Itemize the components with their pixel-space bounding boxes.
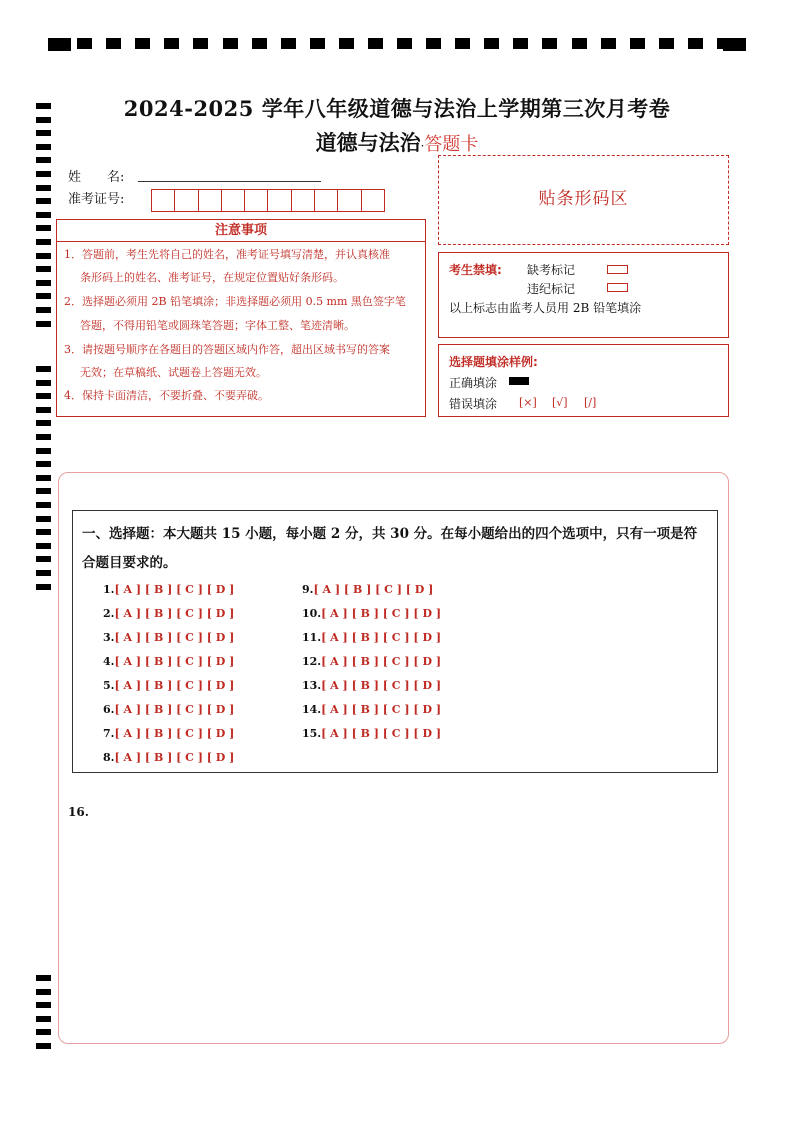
mc-question-14[interactable] <box>302 703 441 716</box>
timing-mark <box>397 38 412 49</box>
timing-mark <box>281 38 296 49</box>
barcode-area: 贴条形码区 <box>438 155 729 245</box>
examiner-note: 以上标志由监考人员用 2B 铅笔填涂 <box>449 301 642 315</box>
mc-question-9[interactable] <box>302 583 433 596</box>
timing-mark <box>36 570 51 576</box>
timing-mark <box>36 516 51 522</box>
timing-mark <box>252 38 267 49</box>
exam-subtitle <box>0 127 794 157</box>
id-digit-box[interactable] <box>174 189 198 212</box>
notes-panel <box>56 219 426 417</box>
timing-mark <box>36 380 51 386</box>
mc-question-number: 10. <box>302 607 322 620</box>
timing-mark <box>36 171 51 177</box>
note-line: 无效；在草稿纸、试题卷上答题无效。 <box>80 366 267 379</box>
examiner-only-label: 考生禁填: <box>449 263 502 277</box>
top-timing-marks <box>48 38 746 52</box>
mc-question-number: 15. <box>302 727 322 740</box>
mc-question-10[interactable] <box>302 607 441 620</box>
question-16-label: 16. <box>68 805 89 819</box>
id-digit-box[interactable] <box>198 189 222 212</box>
timing-mark <box>484 38 499 49</box>
mc-answer-options[interactable]: [ A ] [ B ] [ C ] [ D ] <box>321 607 442 620</box>
timing-mark <box>36 185 51 191</box>
timing-mark <box>513 38 528 49</box>
timing-mark <box>223 38 238 49</box>
mc-answer-options[interactable]: [ A ] [ B ] [ C ] [ D ] <box>114 727 235 740</box>
note-line: 答题，不得用铅笔或圆珠笔答题；字体工整、笔迹清晰。 <box>80 319 355 332</box>
timing-mark <box>723 38 746 51</box>
mc-answer-options[interactable]: [ A ] [ B ] [ C ] [ D ] <box>321 631 442 644</box>
title-separator: · <box>420 139 425 153</box>
mc-question-12[interactable] <box>302 655 441 668</box>
mc-question-11[interactable] <box>302 631 441 644</box>
timing-mark <box>36 475 51 481</box>
timing-mark <box>601 38 616 49</box>
multiple-choice-instructions: 一、选择题：本大题共 15 小题，每小题 2 分，共 30 分。在每小题给出的四个选项中，只有一项是符合题目要求的。 <box>82 526 698 571</box>
timing-mark <box>36 366 51 372</box>
fill-sample-heading: 选择题填涂样例: <box>449 355 538 369</box>
note-line: 1．答题前，考生先将自己的姓名，准考证号填写清楚，并认真核准 <box>64 248 390 261</box>
id-digit-box[interactable] <box>221 189 245 212</box>
timing-mark <box>106 38 121 49</box>
timing-mark <box>688 38 703 49</box>
fill-sample-panel <box>438 344 729 417</box>
exam-id-label: 准考证号: <box>68 192 125 207</box>
mc-answer-options[interactable]: [ A ] [ B ] [ C ] [ D ] <box>313 583 434 596</box>
timing-mark <box>36 584 51 590</box>
timing-mark <box>36 321 51 327</box>
note-line: 3．请按题号顺序在各题目的答题区域内作答，超出区域书写的答案 <box>64 343 390 356</box>
timing-mark <box>36 556 51 562</box>
timing-mark <box>36 989 51 995</box>
timing-mark <box>426 38 441 49</box>
timing-mark <box>36 307 51 313</box>
id-digit-box[interactable] <box>267 189 291 212</box>
timing-mark <box>659 38 674 49</box>
timing-mark <box>36 393 51 399</box>
correct-fill-sample <box>509 377 529 385</box>
timing-mark <box>164 38 179 49</box>
mc-question-number: 12. <box>302 655 322 668</box>
timing-mark <box>48 38 71 51</box>
timing-mark <box>36 1002 51 1008</box>
mc-question-number: 13. <box>302 679 322 692</box>
mc-answer-options[interactable]: [ A ] [ B ] [ C ] [ D ] <box>114 631 235 644</box>
timing-mark <box>36 529 51 535</box>
timing-mark <box>368 38 383 49</box>
timing-mark <box>193 38 208 49</box>
answer-card-label: 答题卡 <box>424 134 479 155</box>
mc-question-4[interactable] <box>103 655 234 668</box>
timing-mark <box>36 266 51 272</box>
timing-mark <box>36 239 51 245</box>
violation-mark-label: 违纪标记 <box>527 282 576 296</box>
timing-mark <box>36 280 51 286</box>
subject-name: 道德与法治 <box>315 130 421 155</box>
name-field[interactable] <box>138 181 321 182</box>
timing-mark <box>36 502 51 508</box>
timing-mark <box>36 407 51 413</box>
timing-mark <box>630 38 645 49</box>
mc-answer-options[interactable]: [ A ] [ B ] [ C ] [ D ] <box>114 583 235 596</box>
mc-question-number: 1. <box>103 583 115 596</box>
timing-mark <box>36 420 51 426</box>
id-digit-box[interactable] <box>337 189 361 212</box>
note-line: 条形码上的姓名、准考证号，在规定位置贴好条形码。 <box>80 271 344 284</box>
wrong-fill-label: 错误填涂 <box>449 397 498 411</box>
notes-heading: 注意事项 <box>57 220 425 242</box>
mc-answer-options[interactable]: [ A ] [ B ] [ C ] [ D ] <box>114 679 235 692</box>
mc-question-8[interactable] <box>103 751 234 764</box>
timing-mark <box>36 1016 51 1022</box>
mc-question-6[interactable] <box>103 703 234 716</box>
mc-question-number: 9. <box>302 583 314 596</box>
timing-mark <box>36 157 51 163</box>
timing-mark <box>36 975 51 981</box>
mc-question-1[interactable] <box>103 583 234 596</box>
mc-question-5[interactable] <box>103 679 234 692</box>
timing-mark <box>339 38 354 49</box>
mc-question-3[interactable] <box>103 631 234 644</box>
mc-question-13[interactable] <box>302 679 441 692</box>
absent-mark-label: 缺考标记 <box>527 263 576 277</box>
examiner-only-panel <box>438 252 729 338</box>
timing-mark <box>572 38 587 49</box>
mc-answer-options[interactable]: [ A ] [ B ] [ C ] [ D ] <box>114 607 235 620</box>
timing-mark <box>36 461 51 467</box>
correct-fill-label: 正确填涂 <box>449 376 498 390</box>
mc-answer-options[interactable]: [ A ] [ B ] [ C ] [ D ] <box>321 679 442 692</box>
id-digit-box[interactable] <box>361 189 385 212</box>
mc-question-number: 6. <box>103 703 115 716</box>
wrong-fill-sample-check: [√] <box>552 396 568 409</box>
timing-mark <box>36 434 51 440</box>
mc-answer-options[interactable]: [ A ] [ B ] [ C ] [ D ] <box>321 655 442 668</box>
wrong-fill-sample-cross: [×] <box>519 396 537 409</box>
violation-mark-box[interactable] <box>607 283 628 292</box>
note-line: 2．选择题必须用 2B 铅笔填涂；非选择题必须用 0.5 mm 黑色签字笔 <box>64 295 406 308</box>
mc-answer-options[interactable]: [ A ] [ B ] [ C ] [ D ] <box>114 703 235 716</box>
timing-mark <box>36 488 51 494</box>
exam-id-boxes[interactable] <box>152 189 385 212</box>
timing-mark <box>135 38 150 49</box>
timing-mark <box>77 38 92 49</box>
id-digit-box[interactable] <box>244 189 268 212</box>
mc-question-number: 14. <box>302 703 322 716</box>
timing-mark <box>36 448 51 454</box>
mc-question-15[interactable] <box>302 727 441 740</box>
side-timing-marks-middle <box>36 366 52 600</box>
mc-answer-options[interactable]: [ A ] [ B ] [ C ] [ D ] <box>114 655 235 668</box>
mc-question-number: 3. <box>103 631 115 644</box>
timing-mark <box>36 198 51 204</box>
timing-mark <box>542 38 557 49</box>
mc-question-number: 8. <box>103 751 115 764</box>
timing-mark <box>310 38 325 49</box>
mc-question-number: 11. <box>302 631 322 644</box>
timing-mark <box>36 1043 51 1049</box>
timing-mark <box>36 1029 51 1035</box>
note-line: 4．保持卡面清洁，不要折叠、不要弄破。 <box>64 389 269 402</box>
wrong-fill-sample-slash: [/] <box>584 396 597 409</box>
timing-mark <box>36 212 51 218</box>
mc-question-7[interactable] <box>103 727 234 740</box>
mc-question-number: 4. <box>103 655 115 668</box>
mc-answer-options[interactable]: [ A ] [ B ] [ C ] [ D ] <box>321 727 442 740</box>
timing-mark <box>36 225 51 231</box>
mc-answer-options[interactable]: [ A ] [ B ] [ C ] [ D ] <box>321 703 442 716</box>
timing-mark <box>36 293 51 299</box>
timing-mark <box>36 543 51 549</box>
id-digit-box[interactable] <box>291 189 315 212</box>
mc-question-number: 7. <box>103 727 115 740</box>
side-timing-marks-bottom <box>36 975 52 1065</box>
id-digit-box[interactable] <box>151 189 175 212</box>
timing-mark <box>455 38 470 49</box>
id-digit-box[interactable] <box>314 189 338 212</box>
exam-title: 2024-2025 学年八年级道德与法治上学期第三次月考卷 <box>123 96 671 121</box>
timing-mark <box>36 253 51 259</box>
mc-question-number: 5. <box>103 679 115 692</box>
mc-question-2[interactable] <box>103 607 234 620</box>
mc-question-number: 2. <box>103 607 115 620</box>
mc-answer-options[interactable]: [ A ] [ B ] [ C ] [ D ] <box>114 751 235 764</box>
name-label: 姓 名: <box>68 170 125 185</box>
absent-mark-box[interactable] <box>607 265 628 274</box>
